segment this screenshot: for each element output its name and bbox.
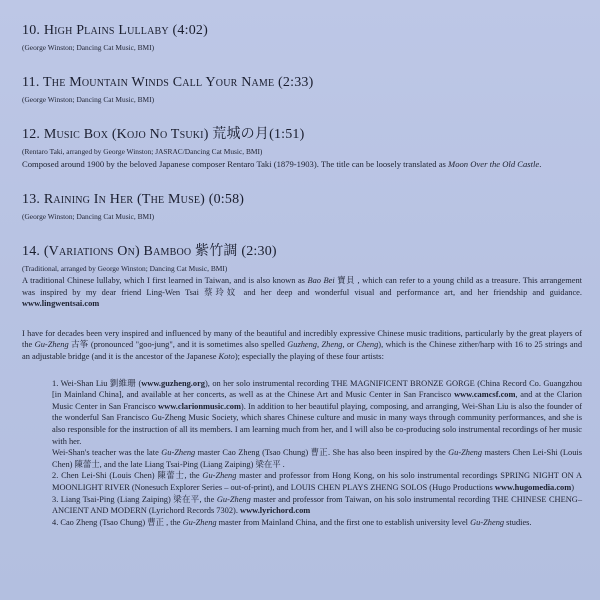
track-number: 12. bbox=[22, 127, 41, 142]
artist-text: studies. bbox=[504, 517, 532, 527]
website-link[interactable]: www.lingwentsai.com bbox=[22, 299, 100, 309]
artist-text: master from Mainland China, and the first one to establish university level bbox=[216, 517, 471, 527]
intro-text: I have for decades been very inspired and influenced by many of the beautiful and incredibly expressive Chinese music traditions, particularly by the great players of the bbox=[22, 328, 582, 350]
track-name: Raining In Her (The Muse) bbox=[43, 192, 206, 207]
artist-item-2 bbox=[52, 470, 582, 493]
track-credit: (George Winston; Dancing Cat Music, BMI) bbox=[22, 43, 155, 52]
teacher-note bbox=[52, 447, 582, 470]
website-link[interactable]: www.clarionmusic.com bbox=[158, 401, 241, 411]
desc-italic: Bao Bei bbox=[307, 276, 335, 285]
track-duration: (4:02) bbox=[172, 23, 208, 38]
artist-text: 2. Chen Lei-Shi (Louis Chen) 陳蕾士, the bbox=[52, 471, 203, 481]
intro-italic: Guzheng, Zheng, bbox=[287, 340, 345, 350]
track-credit: (Traditional, arranged by George Winston; Dancing Cat Music, BMI) bbox=[22, 264, 228, 273]
artist-italic: Gu-Zheng bbox=[182, 517, 217, 527]
intro-text: ); especially the playing of these four artists: bbox=[234, 351, 384, 361]
intro-text: 古筝 (pronounced "goo-jung", and it is sometimes also spelled bbox=[68, 340, 288, 350]
artist-item-4 bbox=[52, 517, 582, 529]
desc-italic: Moon Over the Old Castle bbox=[448, 159, 540, 169]
track-duration: (2:33) bbox=[278, 75, 314, 90]
website-link[interactable]: www.camcsf.com bbox=[454, 390, 516, 400]
track-duration: (2:30) bbox=[241, 244, 277, 259]
artist-italic: Gu-Zheng bbox=[216, 494, 251, 504]
track-number: 11. bbox=[22, 75, 40, 90]
artist-text: master and professor from Hong Kong, on his solo instrumental recordings SPRING NIGHT ON A MOONLIGHT RIVER (Nonesuch Explorer Series – out-of-print), and LOUIS CHEN PLAYS ZHENG SOLOS (Hugo Productions bbox=[52, 471, 582, 492]
intro-paragraph bbox=[22, 328, 582, 363]
artist-list bbox=[52, 378, 582, 529]
track-title bbox=[22, 22, 582, 39]
track-13 bbox=[22, 191, 582, 222]
track-12 bbox=[22, 126, 582, 170]
track-native-title: 紫竹調 bbox=[195, 244, 238, 259]
artist-text: 1. Wei-Shan Liu 劉維珊 ( bbox=[52, 378, 142, 388]
track-name: Music Box (Kojo No Tsuki) bbox=[43, 127, 209, 142]
note-text: masters Chen Lei-Shi (Louis Chen) 陳蕾士, and the late Liang Tsai-Ping (Liang Zaiping) 梁在平 . bbox=[52, 448, 583, 469]
track-duration: (0:58) bbox=[208, 192, 245, 207]
note-text: master Cao Zheng (Tsao Chung) 曹正. She has also been inspired by the bbox=[195, 448, 449, 458]
track-name: High Plains Lullaby bbox=[43, 23, 169, 38]
intro-italic: Gu-Zheng bbox=[34, 340, 69, 350]
artist-text: 4. Cao Zheng (Tsao Chung) 曹正 , the bbox=[52, 517, 183, 527]
intro-italic: Cheng bbox=[356, 340, 379, 350]
artist-text: ). In addition to her beautiful playing, composing, and arranging, Wei-Shan Liu is also the founder of the wonderful San Francisco Gu-Zheng Music Society, which shares Chinese culture and music in many ways through community performances, and she is also responsible for the instruction of all its members. I am learning much from her, and I will also be co-producing solo instrumental recordings of her music with her. bbox=[52, 401, 582, 446]
artist-text: ), on her solo instrumental recording THE MAGNIFICENT BRONZE GORGE (China Record Co. Guangzhou [in Mainland China], and available at her concerts, as well as at the Chinese Art and Music Center in San Francisco bbox=[52, 378, 582, 400]
intro-text: or bbox=[344, 340, 357, 350]
desc-text: Composed around 1900 by the beloved Japanese composer Rentaro Taki (1879-1903). The title can be loosely translated as bbox=[22, 159, 449, 169]
website-link[interactable]: www.guzheng.org bbox=[141, 378, 205, 388]
track-title bbox=[22, 243, 582, 260]
track-description bbox=[22, 158, 582, 170]
artist-text: ) bbox=[571, 482, 575, 492]
track-native-title: 荒城の月 bbox=[212, 127, 270, 142]
track-11 bbox=[22, 74, 582, 105]
website-link[interactable]: www.hugomedia.com bbox=[494, 482, 572, 492]
artist-italic: Gu-Zheng bbox=[202, 471, 237, 481]
track-number: 13. bbox=[22, 192, 41, 207]
track-number: 10. bbox=[22, 23, 41, 38]
desc-text: . bbox=[539, 159, 542, 169]
track-14 bbox=[22, 243, 582, 310]
artist-item-1 bbox=[52, 378, 582, 448]
track-title bbox=[22, 126, 582, 143]
track-credit: (Rentaro Taki, arranged by George Winston; JASRAC/Dancing Cat Music, BMI) bbox=[22, 147, 263, 156]
note-italic: Gu-Zheng bbox=[161, 448, 196, 458]
track-duration: (1:51) bbox=[269, 127, 305, 142]
artist-text: master and professor from Taiwan, on his solo instrumental recording THE CHINESE CHENG–ANCIENT AND MODERN (Lyrichord Records 7302). bbox=[52, 494, 583, 516]
note-text: Wei-Shan's teacher was the late bbox=[52, 448, 162, 458]
artist-text: 3. Liang Tsai-Ping (Liang Zaiping) 梁在平, the bbox=[52, 494, 217, 504]
track-title bbox=[22, 191, 582, 208]
track-name: The Mountain Winds Call Your Name bbox=[43, 75, 275, 90]
artist-item-3 bbox=[52, 494, 582, 517]
track-credit: (George Winston; Dancing Cat Music, BMI) bbox=[22, 212, 155, 221]
track-credit: (George Winston; Dancing Cat Music, BMI) bbox=[22, 95, 155, 104]
artist-italic: Gu-Zheng bbox=[470, 517, 505, 527]
desc-text: 寶貝 , which can refer to a young child as a treasure. This arrangement was inspired by my dear friend Ling-Wen Tsai 蔡玲妏 and her deep and wonderful visual and performance art, and her friendship and guidance. bbox=[22, 276, 582, 297]
artist-text: , and at the Clarion Music Center in San Francisco bbox=[52, 390, 582, 411]
desc-text: A traditional Chinese lullaby, which I first learned in Taiwan, and is also known as bbox=[22, 276, 308, 285]
website-link[interactable]: www.lyrichord.com bbox=[240, 506, 311, 516]
intro-italic: Koto bbox=[218, 351, 235, 361]
track-number: 14. bbox=[22, 244, 41, 259]
track-description bbox=[22, 275, 582, 310]
track-name: (Variations On) Bamboo bbox=[43, 244, 192, 259]
track-10 bbox=[22, 22, 582, 53]
note-italic: Gu-Zheng bbox=[448, 448, 483, 458]
intro-text: ), which is the Chinese zither/harp with 16 to 25 strings and an adjustable bridge (and it is the ancestor of the Japanese bbox=[22, 340, 583, 361]
track-title bbox=[22, 74, 582, 91]
